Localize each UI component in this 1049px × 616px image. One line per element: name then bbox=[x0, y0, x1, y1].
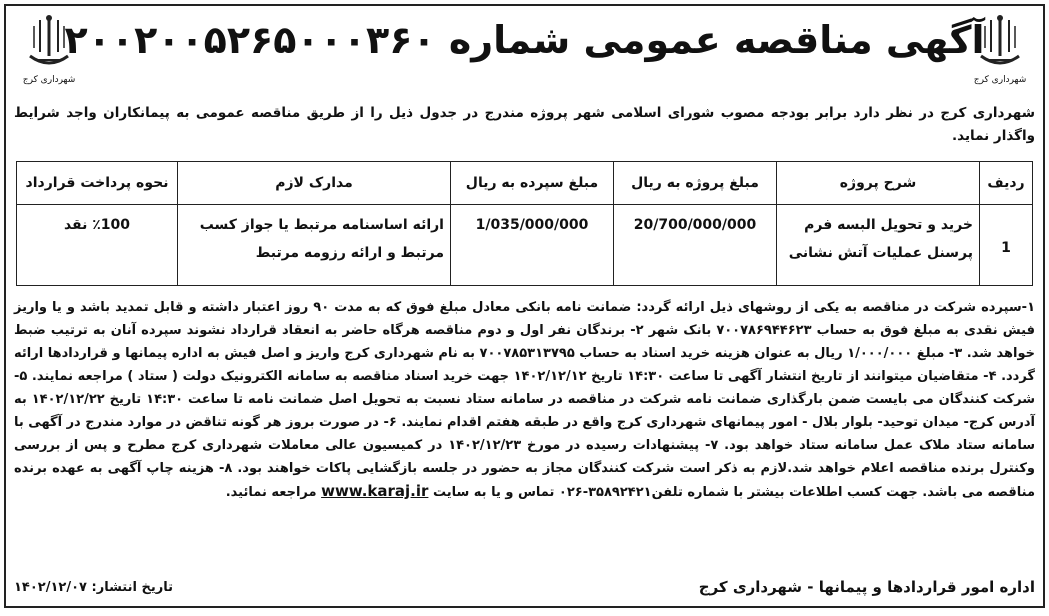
cell-payment: ٪100 نقد bbox=[17, 205, 178, 286]
issuing-office: اداره امور قراردادها و پیمانها - شهرداری کرج bbox=[698, 578, 1035, 596]
footer bbox=[14, 574, 1035, 600]
table-row bbox=[17, 205, 1033, 286]
conditions-text: ۱-سپرده شرکت در مناقصه به یکی از روشهای ذیل ارائه گردد: ضمانت نامه بانکی معادل مبلغ فوق که به مدت ۹۰ روز اعتبار داشته و قابل تمدید باشد و یا واریز فیش نقدی به مبلغ فوق به حساب ۷۰۰۷۸۶۹۴۴۶۲۳ بانک شهر ۲- برندگان نفر اول و دوم مناقصه هرگاه حاضر به انعقاد قرارداد نشوند سپرده آنان به ترتیب ضبط خواهد شد. ۳- مبلغ ۱/۰۰۰/۰۰۰ ریال به عنوان هزینه خرید اسناد به حساب ۷۰۰۷۸۵۳۱۳۷۹۵ به نام شهرداری کرج واریز و اصل فیش به اداره پیمانها و قراردادها ارائه گردد. ۴- متقاضیان میتوانند از تاریخ انتشار آگهی تا ساعت ۱۴:۳۰ تاریخ ۱۴۰۲/۱۲/۱۲ جهت خرید اسناد مناقصه به سامانه الکترونیک دولت ( ستاد ) مراجعه نمایند. ۵- شرکت کنندگان می بایست ضمن بارگذاری ضمانت نامه شرکت در مناقصه در سامانه ستاد نسبت به تحویل اصل ضمانت نامه تا ساعت ۱۴:۳۰ تاریخ ۱۴۰۲/۱۲/۲۲ به آدرس کرج- میدان توحید- بلوار بلال - امور پیمانهای شهرداری کرج واقع در طبقه هفتم اقدام نمایند. ۶- در صورت بروز هر گونه تناقض در موارد مندرج در آگهی با سامانه ستاد ملاک عمل سامانه ستاد خواهد بود. ۷- پیشنهادات رسیده در مورخ ۱۴۰۲/۱۲/۲۳ در کمیسیون عالی معاملات شهرداری کرج مطرح و پس از بررسی وکنترل برنده مناقصه اعلام خواهد شد.لازم به ذکر است شرکت کنندگان مجاز به حضور در جلسه بازگشایی پاکات خواهند بود. ۸- هزینه چاپ آگهی به عهده برنده مناقصه می باشد. جهت کسب اطلاعات بیشتر با شماره تلفن۳۵۸۹۲۴۲۱-۰۲۶ تماس و یا به سایت bbox=[14, 300, 1035, 500]
municipality-emblem-icon bbox=[26, 12, 72, 74]
header-documents: مدارک لازم bbox=[178, 162, 451, 205]
cell-description: خرید و تحویل البسه فرم پرسنل عملیات آتش نشانی bbox=[777, 205, 980, 286]
cell-documents: ارائه اساسنامه مرتبط یا جواز کسب مرتبط و ارائه رزومه مرتبط bbox=[178, 205, 451, 286]
cell-deposit: 1/035/000/000 bbox=[451, 205, 614, 286]
tender-notice bbox=[4, 4, 1045, 608]
logo-left bbox=[14, 12, 84, 92]
conditions-paragraph bbox=[14, 296, 1035, 504]
logo-caption: شهرداری کرج bbox=[22, 75, 76, 85]
header-row-number: ردیف bbox=[980, 162, 1033, 205]
website-link[interactable]: www.karaj.ir bbox=[321, 482, 429, 500]
notice-title: آگهی مناقصه عمومی شماره ۲۰۰۲۰۰۵۲۶۵۰۰۰۳۶۰ bbox=[64, 18, 985, 62]
conditions-tail: مراجعه نمائید. bbox=[225, 485, 317, 500]
header-description: شرح پروژه bbox=[777, 162, 980, 205]
table-header-row bbox=[17, 162, 1033, 205]
cell-amount: 20/700/000/000 bbox=[614, 205, 777, 286]
header bbox=[6, 6, 1043, 94]
project-table bbox=[16, 161, 1033, 286]
intro-paragraph: شهرداری کرج در نظر دارد برابر بودجه مصوب شورای اسلامی شهر پروژه مندرج در جدول ذیل را از طریق مناقصه عمومی به پیمانکاران واجد شرایط واگذار نماید. bbox=[14, 105, 1035, 144]
header-payment: نحوه پرداخت قرارداد bbox=[17, 162, 178, 205]
logo-caption: شهرداری کرج bbox=[973, 75, 1027, 85]
publish-date: تاریخ انتشار: ۱۴۰۲/۱۲/۰۷ bbox=[14, 579, 173, 595]
cell-row-number: 1 bbox=[980, 205, 1033, 286]
header-amount: مبلغ پروژه به ریال bbox=[614, 162, 777, 205]
header-deposit: مبلغ سپرده به ریال bbox=[451, 162, 614, 205]
